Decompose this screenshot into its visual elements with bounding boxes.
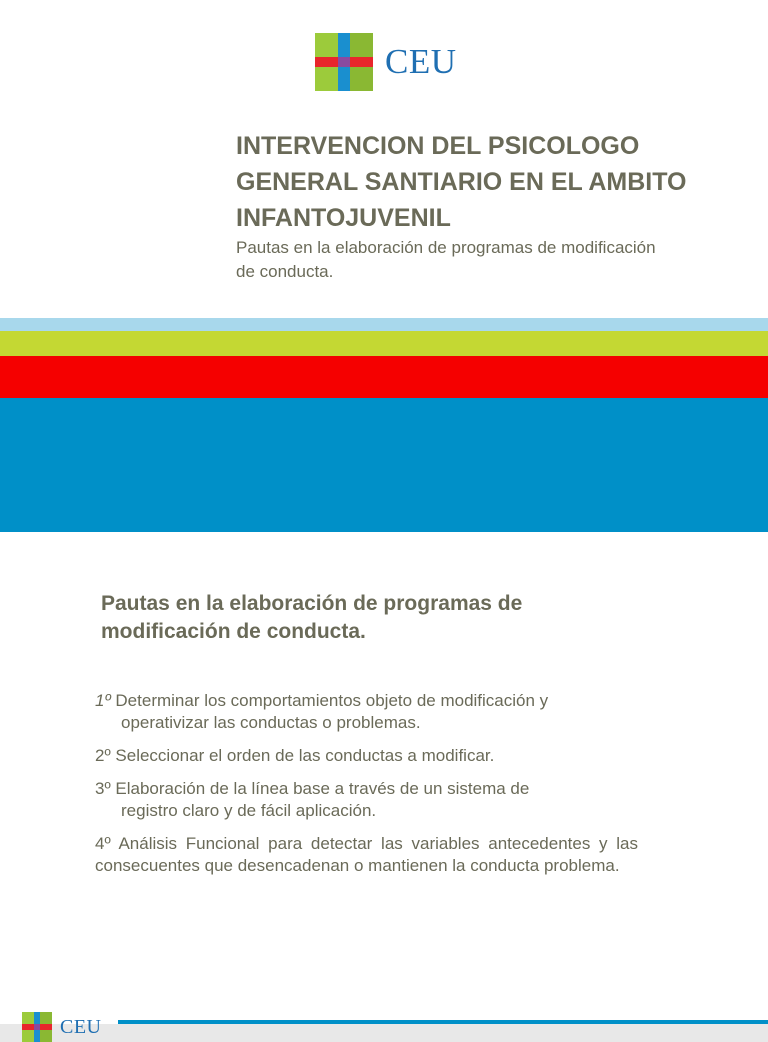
item-number: 2º bbox=[95, 746, 111, 765]
content-heading: Pautas en la elaboración de programas de modificación de conducta. bbox=[101, 592, 523, 643]
item-text: Análisis Funcional para detectar las variables antecedentes y las consecuentes que desencadenan o mantienen la conducta problema. bbox=[95, 834, 638, 875]
item-number: 4º bbox=[95, 834, 111, 853]
item-text: Elaboración de la línea base a través de un sistema de bbox=[115, 779, 530, 798]
list-item bbox=[95, 778, 638, 822]
logo-text: CEU bbox=[385, 42, 457, 81]
list-item bbox=[95, 690, 638, 734]
list-item bbox=[95, 745, 638, 767]
ceu-cross-emblem-icon bbox=[315, 33, 373, 91]
item-text: Seleccionar el orden de las conductas a modificar. bbox=[115, 746, 495, 765]
item-number: 3º bbox=[95, 779, 111, 798]
footer-ceu-logo bbox=[22, 1012, 102, 1042]
footer-logo-text: CEU bbox=[60, 1015, 102, 1038]
item-text-continued: registro claro y de fácil aplicación. bbox=[121, 801, 377, 820]
ceu-cross-emblem-icon bbox=[22, 1012, 52, 1042]
slide-subtitle: Pautas en la elaboración de programas de modificación de conducta. bbox=[236, 238, 656, 281]
footer-accent-bar bbox=[118, 1020, 768, 1024]
decorative-band-red bbox=[0, 356, 768, 398]
ceu-logo bbox=[315, 33, 457, 91]
item-text: Determinar los comportamientos objeto de modificación y bbox=[115, 691, 549, 710]
item-number: 1º bbox=[95, 691, 111, 710]
content-slide bbox=[0, 532, 768, 1038]
item-text-continued: operativizar las conductas o problemas. bbox=[121, 713, 421, 732]
guidelines-list bbox=[95, 690, 638, 888]
decorative-band-green bbox=[0, 331, 768, 356]
list-item bbox=[95, 833, 638, 877]
slide-title: INTERVENCION DEL PSICOLOGO GENERAL SANTIARIO EN EL AMBITO INFANTOJUVENIL bbox=[236, 132, 687, 232]
decorative-band-light-blue bbox=[0, 318, 768, 331]
decorative-band-blue bbox=[0, 398, 768, 532]
